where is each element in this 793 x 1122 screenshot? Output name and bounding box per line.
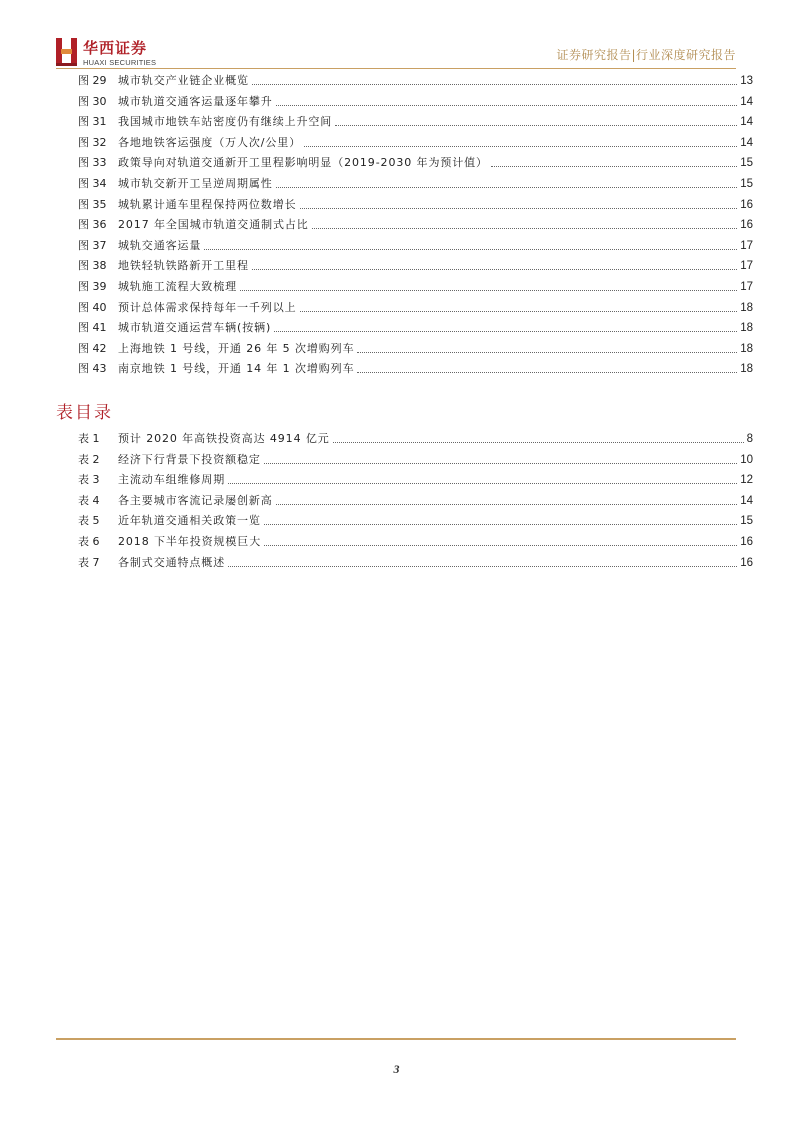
dot-leader [264, 544, 737, 546]
dot-leader [357, 351, 737, 353]
figure-entry[interactable] [78, 134, 753, 150]
dot-leader [300, 207, 738, 209]
figure-label: 图 31 [78, 115, 107, 129]
huaxi-logo-icon [56, 38, 78, 66]
table-label: 表 4 [78, 493, 100, 507]
table-page-number: 10 [740, 453, 753, 466]
figure-title: 2017 年全国城市轨道交通制式占比 [118, 218, 309, 232]
figure-title: 城市轨交产业链企业概览 [118, 74, 249, 87]
table-label: 表 5 [78, 514, 100, 528]
table-entry[interactable] [78, 533, 753, 549]
figure-page-number: 15 [740, 157, 753, 170]
figure-page-number: 14 [740, 95, 753, 108]
dot-leader [274, 330, 737, 332]
table-title: 主流动车组维修周期 [118, 473, 226, 487]
figure-entry[interactable] [78, 257, 753, 273]
figure-title: 城市轨道交通运营车辆(按辆) [118, 321, 272, 335]
table-title: 经济下行背景下投资额稳定 [118, 452, 261, 466]
footer-divider [56, 1038, 736, 1040]
figure-label: 图 34 [78, 177, 107, 190]
figure-entry[interactable] [78, 175, 753, 191]
figure-page-number: 17 [740, 260, 753, 273]
figure-page-number: 16 [740, 219, 753, 232]
dot-leader [204, 248, 737, 250]
table-list-title: 表目录 [56, 403, 113, 423]
figure-entry[interactable] [78, 113, 753, 129]
dot-leader [276, 186, 738, 188]
table-label: 表 7 [78, 555, 100, 569]
table-label: 表 6 [78, 535, 100, 548]
figure-entry[interactable] [78, 237, 753, 253]
figure-title: 城轨交通客运量 [118, 238, 202, 252]
dot-leader [228, 565, 737, 567]
figure-entry[interactable] [78, 278, 753, 294]
table-page-number: 8 [746, 433, 753, 445]
figure-entry[interactable] [78, 360, 753, 376]
figure-page-number: 16 [740, 198, 753, 211]
figure-entry[interactable] [78, 196, 753, 212]
figure-entry[interactable] [78, 319, 753, 335]
figure-page-number: 14 [740, 116, 753, 129]
table-page-number: 16 [740, 536, 753, 548]
figure-title: 地铁轻轨铁路新开工里程 [118, 259, 249, 273]
table-title: 预计 2020 年高铁投资高达 4914 亿元 [118, 432, 330, 445]
table-page-number: 14 [740, 494, 753, 507]
figure-page-number: 17 [740, 239, 753, 252]
figure-label: 图 38 [78, 259, 107, 273]
figure-label: 图 35 [78, 197, 107, 211]
table-page-number: 16 [740, 556, 753, 569]
logo-chinese-name: 华西证券 [83, 39, 148, 57]
figure-label: 图 42 [78, 341, 107, 355]
figure-page-number: 18 [740, 322, 753, 335]
figure-page-number: 17 [740, 281, 753, 293]
dot-leader [304, 145, 737, 147]
figure-title: 城轨累计通车里程保持两位数增长 [118, 197, 297, 211]
figure-page-number: 15 [740, 178, 753, 190]
logo-english-name: HUAXI SECURITIES [83, 58, 157, 67]
figure-label: 图 41 [78, 321, 107, 335]
dot-leader [300, 310, 738, 312]
figure-entry[interactable] [78, 154, 753, 170]
table-title: 各制式交通特点概述 [118, 555, 226, 569]
figure-title: 城市轨交新开工呈逆周期属性 [118, 177, 273, 190]
page-header [56, 38, 736, 68]
company-logo [56, 38, 171, 68]
table-label: 表 3 [78, 473, 100, 487]
table-entry[interactable] [78, 451, 753, 467]
table-entry[interactable] [78, 554, 753, 570]
figure-page-number: 18 [740, 342, 753, 355]
dot-leader [276, 104, 738, 106]
table-entry[interactable] [78, 430, 753, 446]
figure-entry[interactable] [78, 93, 753, 109]
dot-leader [312, 227, 738, 229]
figure-title: 城轨施工流程大致梳理 [118, 280, 237, 293]
figure-title: 南京地铁 1 号线，开通 14 年 1 次增购列车 [118, 362, 355, 376]
dot-leader [491, 165, 737, 167]
table-page-number: 12 [740, 474, 753, 487]
dot-leader [252, 83, 737, 85]
figure-title: 各地地铁客运强度（万人次/公里） [118, 135, 302, 149]
header-divider [56, 68, 736, 69]
page-number: 3 [393, 1062, 400, 1076]
figure-label: 图 32 [78, 135, 107, 149]
figure-entry[interactable] [78, 72, 753, 88]
dot-leader [252, 268, 737, 270]
table-label: 表 1 [78, 432, 100, 445]
figure-label: 图 29 [78, 74, 107, 87]
table-entry[interactable] [78, 471, 753, 487]
figure-entry[interactable] [78, 299, 753, 315]
dot-leader [276, 503, 738, 505]
dot-leader [264, 523, 737, 525]
table-title: 近年轨道交通相关政策一览 [118, 514, 261, 528]
dot-leader [333, 441, 744, 443]
figure-label: 图 39 [78, 280, 107, 293]
table-page-number: 15 [740, 515, 753, 528]
dot-leader [264, 462, 737, 464]
dot-leader [228, 482, 737, 484]
figure-title: 政策导向对轨道交通新开工里程影响明显（2019-2030 年为预计值） [118, 156, 488, 170]
figure-page-number: 14 [740, 136, 753, 149]
figure-page-number: 18 [740, 363, 753, 376]
figure-page-number: 13 [740, 75, 753, 87]
figure-title: 预计总体需求保持每年一千列以上 [118, 300, 297, 314]
figure-label: 图 43 [78, 362, 107, 376]
dot-leader [240, 289, 737, 291]
table-entry[interactable] [78, 492, 753, 508]
table-entry[interactable] [78, 512, 753, 528]
figure-label: 图 36 [78, 218, 107, 232]
figure-entry[interactable] [78, 216, 753, 232]
figure-title: 城市轨道交通客运量逐年攀升 [118, 94, 273, 108]
table-title: 2018 下半年投资规模巨大 [118, 535, 262, 548]
table-label: 表 2 [78, 452, 100, 466]
report-type: 证券研究报告|行业深度研究报告 [556, 48, 736, 62]
figure-page-number: 18 [740, 301, 753, 314]
figure-label: 图 37 [78, 238, 107, 252]
figure-title: 我国城市地铁车站密度仍有继续上升空间 [118, 115, 333, 129]
figure-label: 图 40 [78, 300, 107, 314]
figure-label: 图 30 [78, 94, 107, 108]
figure-entry[interactable] [78, 340, 753, 356]
dot-leader [357, 371, 737, 373]
figure-title: 上海地铁 1 号线，开通 26 年 5 次增购列车 [118, 341, 355, 355]
table-title: 各主要城市客流记录屡创新高 [118, 493, 273, 507]
figure-label: 图 33 [78, 156, 107, 170]
dot-leader [335, 124, 737, 126]
